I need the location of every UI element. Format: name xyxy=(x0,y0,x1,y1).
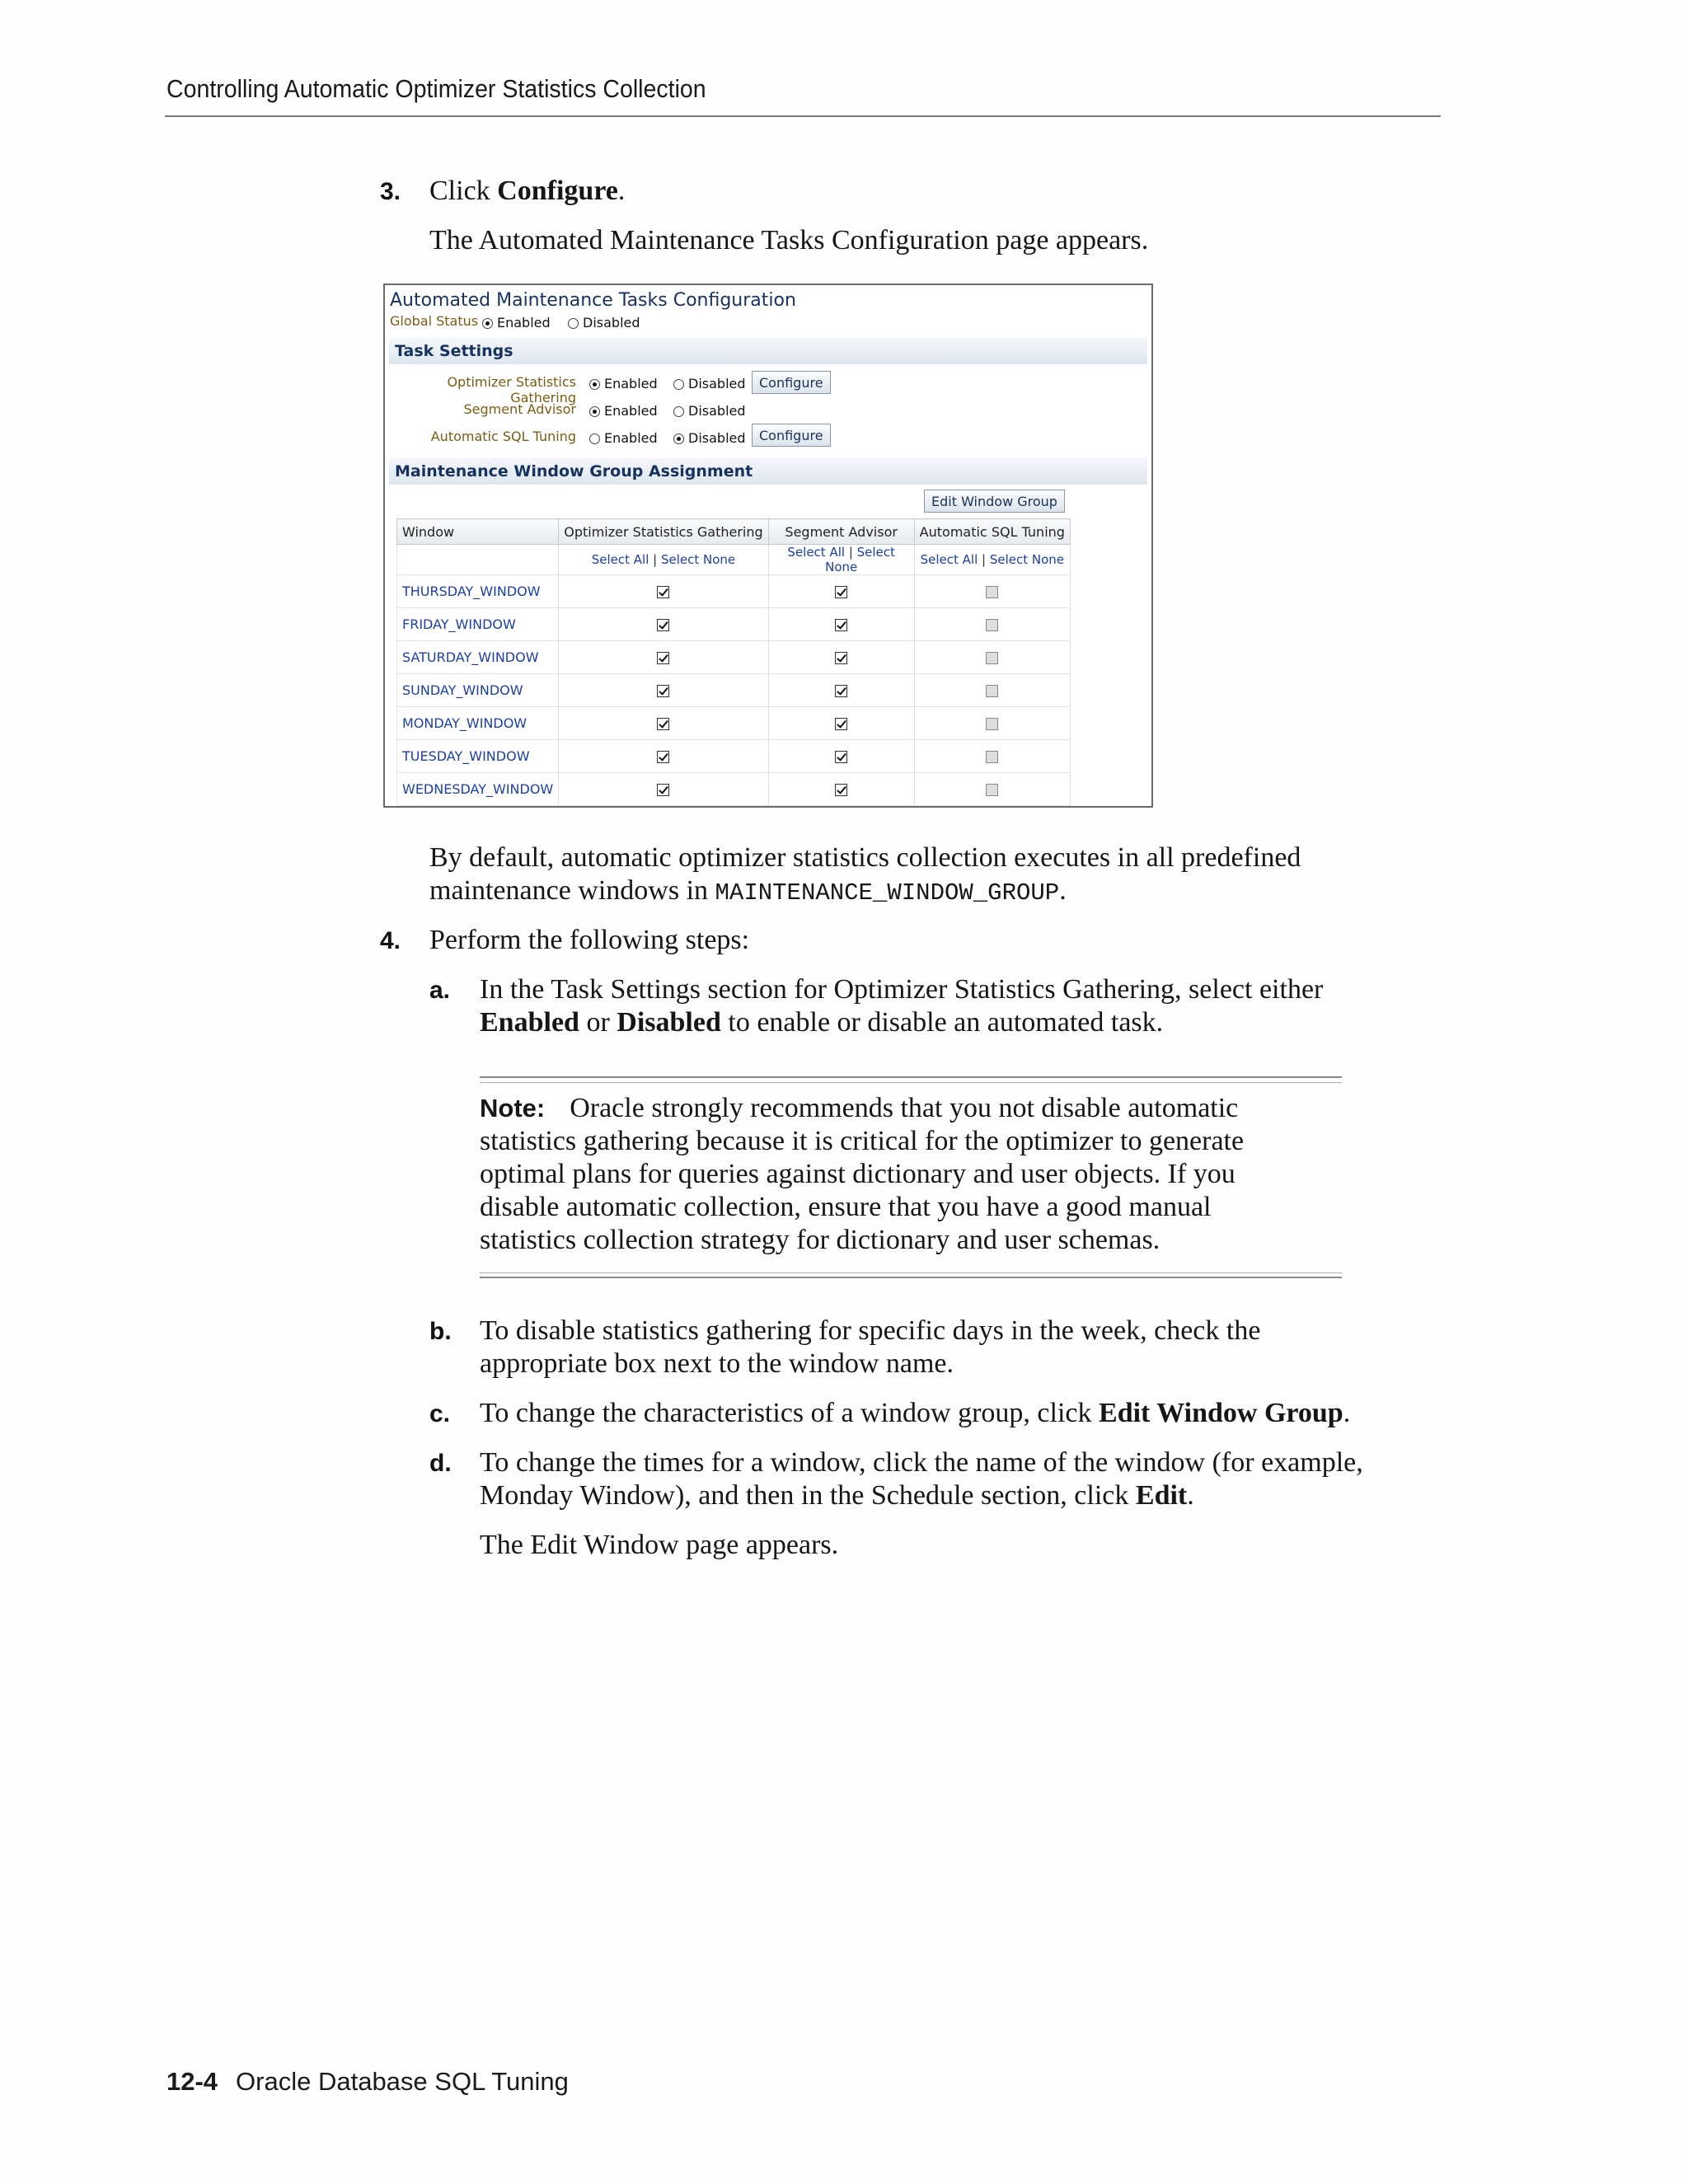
optimizer-checkbox[interactable] xyxy=(657,652,669,664)
cell-segment xyxy=(768,575,914,608)
default-paragraph-period: . xyxy=(1059,875,1067,906)
cell-segment xyxy=(768,740,914,773)
edit-bold: Edit xyxy=(1135,1480,1188,1511)
window-name-link[interactable]: SATURDAY_WINDOW xyxy=(397,641,559,674)
cell-optimizer xyxy=(559,575,768,608)
cell-segment xyxy=(768,707,914,740)
segment-checkbox[interactable] xyxy=(835,784,847,796)
select-links-segment xyxy=(768,545,914,575)
substep-b-letter: b. xyxy=(429,1318,452,1345)
edit-window-group-bold: Edit Window Group xyxy=(1099,1398,1343,1428)
global-enabled-radio[interactable] xyxy=(482,315,551,330)
radio-selected-icon xyxy=(482,318,493,329)
optimizer-configure-button[interactable]: Configure xyxy=(752,371,831,394)
substep-c-period: . xyxy=(1343,1398,1351,1428)
window-name-link[interactable]: WEDNESDAY_WINDOW xyxy=(397,773,559,806)
cell-optimizer xyxy=(559,674,768,707)
sql-tuning-checkbox[interactable] xyxy=(986,751,998,763)
optimizer-checkbox[interactable] xyxy=(657,685,669,697)
default-paragraph-line-2 xyxy=(429,874,1067,910)
default-paragraph-text: maintenance windows in xyxy=(429,875,715,906)
sql-tuning-checkbox[interactable] xyxy=(986,718,998,730)
header-rule xyxy=(165,115,1441,117)
window-name-link[interactable]: TUESDAY_WINDOW xyxy=(397,740,559,773)
sql-disabled-label: Disabled xyxy=(688,430,746,446)
cell-sql-tuning xyxy=(914,707,1070,740)
substep-a-line-1: In the Task Settings section for Optimizer Statistics Gathering, select either xyxy=(480,974,1324,1005)
edit-window-group-button[interactable]: Edit Window Group xyxy=(924,490,1065,513)
substep-d-letter: d. xyxy=(429,1450,452,1477)
cell-optimizer xyxy=(559,707,768,740)
column-header-optimizer: Optimizer Statistics Gathering xyxy=(559,519,768,545)
note-line-5: statistics collection strategy for dictionary and user schemas. xyxy=(480,1225,1160,1255)
cell-optimizer xyxy=(559,773,768,806)
column-header-sql-tuning: Automatic SQL Tuning xyxy=(914,519,1070,545)
cell-sql-tuning xyxy=(914,608,1070,641)
link-separator: | xyxy=(649,552,661,567)
cell-sql-tuning xyxy=(914,641,1070,674)
substep-a-letter: a. xyxy=(429,977,451,1004)
cell-segment xyxy=(768,608,914,641)
column-header-segment: Segment Advisor xyxy=(768,519,914,545)
cell-sql-tuning xyxy=(914,773,1070,806)
task-label-sql-tuning: Automatic SQL Tuning xyxy=(430,429,576,444)
optimizer-enabled-radio[interactable] xyxy=(589,376,658,391)
segment-enabled-label: Enabled xyxy=(604,403,658,419)
optimizer-enabled-label: Enabled xyxy=(604,376,658,391)
page-footer xyxy=(166,2067,569,2097)
global-disabled-radio[interactable] xyxy=(568,315,640,330)
window-name-link[interactable]: MONDAY_WINDOW xyxy=(397,707,559,740)
substep-c-line xyxy=(480,1397,1350,1430)
note-label: Note: xyxy=(480,1094,546,1122)
cell-segment xyxy=(768,641,914,674)
sql-tuning-checkbox[interactable] xyxy=(986,784,998,796)
default-paragraph-line-1: By default, automatic optimizer statistics collection executes in all predefined xyxy=(429,842,1301,873)
sql-disabled-radio[interactable] xyxy=(673,430,746,446)
step-3-configure-bold: Configure xyxy=(497,176,618,206)
task-label-optimizer: Optimizer Statistics Gathering xyxy=(447,374,576,405)
column-header-window: Window xyxy=(397,519,559,545)
step-3-number: 3. xyxy=(380,178,401,205)
cell-sql-tuning xyxy=(914,740,1070,773)
window-name-link[interactable]: SUNDAY_WINDOW xyxy=(397,674,559,707)
link-separator: | xyxy=(845,545,857,560)
substep-b-line-2: appropriate box next to the window name. xyxy=(480,1348,954,1379)
optimizer-checkbox[interactable] xyxy=(657,718,669,730)
sql-tuning-checkbox[interactable] xyxy=(986,652,998,664)
radio-icon xyxy=(673,379,684,390)
cell-segment xyxy=(768,773,914,806)
window-group-code: MAINTENANCE_WINDOW_GROUP xyxy=(715,879,1060,907)
optimizer-disabled-label: Disabled xyxy=(688,376,746,391)
page-number: 12-4 xyxy=(166,2067,218,2096)
substep-a-line-2 xyxy=(480,1006,1163,1039)
select-links-sql-tuning xyxy=(914,545,1070,575)
optimizer-checkbox[interactable] xyxy=(657,751,669,763)
select-all-link[interactable]: Select All xyxy=(787,545,846,560)
cell-optimizer xyxy=(559,740,768,773)
running-header: Controlling Automatic Optimizer Statistics Collection xyxy=(166,74,706,103)
note-top-rule xyxy=(480,1076,1342,1078)
window-group-title: Maintenance Window Group Assignment xyxy=(395,462,753,480)
global-status-label: Global Status xyxy=(390,313,479,329)
segment-checkbox[interactable] xyxy=(835,586,847,598)
substep-d-text: Monday Window), and then in the Schedule section, click xyxy=(480,1480,1136,1511)
table-row xyxy=(397,641,1071,674)
segment-checkbox[interactable] xyxy=(835,685,847,697)
note-top-rule-inner xyxy=(480,1082,1342,1083)
segment-disabled-label: Disabled xyxy=(688,403,746,419)
radio-icon xyxy=(589,434,600,444)
cell-optimizer xyxy=(559,641,768,674)
optimizer-checkbox[interactable] xyxy=(657,586,669,598)
substep-d-period: . xyxy=(1187,1480,1194,1511)
step-4-text: Perform the following steps: xyxy=(429,925,750,955)
enabled-bold: Enabled xyxy=(480,1007,579,1038)
book-title: Oracle Database SQL Tuning xyxy=(236,2067,569,2096)
sql-tuning-checkbox[interactable] xyxy=(986,685,998,697)
step-3-result: The Automated Maintenance Tasks Configuration page appears. xyxy=(429,225,1149,255)
substep-c-letter: c. xyxy=(429,1400,451,1427)
table-row xyxy=(397,773,1071,806)
table-row xyxy=(397,740,1071,773)
optimizer-checkbox[interactable] xyxy=(657,784,669,796)
select-none-link[interactable]: Select None xyxy=(989,552,1065,567)
step-4-number: 4. xyxy=(380,927,401,954)
note-line-4: disable automatic collection, ensure that you have a good manual xyxy=(480,1192,1212,1222)
segment-checkbox[interactable] xyxy=(835,619,847,631)
select-all-link[interactable]: Select All xyxy=(920,552,978,567)
substep-b-line-1: To disable statistics gathering for specific days in the week, check the xyxy=(480,1315,1261,1346)
task-label-segment: Segment Advisor xyxy=(463,401,576,417)
radio-icon xyxy=(568,318,579,329)
note-line-3: optimal plans for queries against dictionary and user objects. If you xyxy=(480,1159,1236,1189)
select-links-optimizer xyxy=(559,545,768,575)
sql-enabled-radio[interactable] xyxy=(589,430,658,446)
sql-configure-button[interactable]: Configure xyxy=(752,424,831,447)
task-settings-title: Task Settings xyxy=(395,342,513,360)
table-row xyxy=(397,608,1071,641)
substep-d-result: The Edit Window page appears. xyxy=(480,1530,839,1560)
window-name-link[interactable]: THURSDAY_WINDOW xyxy=(397,575,559,608)
step-3-click-text: Click xyxy=(429,176,498,206)
select-none-link[interactable]: Select None xyxy=(825,545,895,574)
cell-segment xyxy=(768,674,914,707)
segment-checkbox[interactable] xyxy=(835,652,847,664)
cell-sql-tuning xyxy=(914,674,1070,707)
substep-d-line-2 xyxy=(480,1479,1194,1512)
substep-a-rest: to enable or disable an automated task. xyxy=(720,1007,1164,1038)
table-row xyxy=(397,674,1071,707)
step-3-instruction xyxy=(429,175,625,208)
global-enabled-label: Enabled xyxy=(497,315,551,330)
cell-optimizer xyxy=(559,608,768,641)
substep-d-line-1: To change the times for a window, click the name of the window (for example, xyxy=(480,1447,1363,1478)
note-line-2: statistics gathering because it is critical for the optimizer to generate xyxy=(480,1126,1245,1156)
select-row-empty xyxy=(397,545,559,575)
disabled-bold: Disabled xyxy=(617,1007,721,1038)
radio-icon xyxy=(673,406,684,417)
note-bottom-rule xyxy=(480,1277,1342,1278)
note-text-1: Oracle strongly recommends that you not disable automatic xyxy=(570,1093,1239,1123)
segment-checkbox[interactable] xyxy=(835,718,847,730)
select-all-link[interactable]: Select All xyxy=(591,552,649,567)
optimizer-disabled-radio[interactable] xyxy=(673,376,746,391)
table-row xyxy=(397,707,1071,740)
screenshot-title: Automated Maintenance Tasks Configuration xyxy=(390,290,796,311)
global-disabled-label: Disabled xyxy=(583,315,640,330)
link-separator: | xyxy=(978,552,990,567)
select-row xyxy=(397,545,1071,575)
radio-selected-icon xyxy=(589,379,600,390)
or-text: or xyxy=(579,1007,617,1038)
radio-selected-icon xyxy=(589,406,600,417)
maintenance-config-screenshot xyxy=(383,284,1153,808)
select-none-link[interactable]: Select None xyxy=(660,552,736,567)
substep-c-text: To change the characteristics of a window group, click xyxy=(480,1398,1100,1428)
window-name-link[interactable]: FRIDAY_WINDOW xyxy=(397,608,559,641)
sql-enabled-label: Enabled xyxy=(604,430,658,446)
sql-tuning-checkbox[interactable] xyxy=(986,619,998,631)
window-table xyxy=(396,518,1071,806)
segment-checkbox[interactable] xyxy=(835,751,847,763)
table-row xyxy=(397,575,1071,608)
note-bottom-rule-inner xyxy=(480,1272,1342,1273)
note-line-1 xyxy=(480,1092,1238,1125)
segment-enabled-radio[interactable] xyxy=(589,403,658,419)
step-3-period: . xyxy=(617,176,626,206)
segment-disabled-radio[interactable] xyxy=(673,403,746,419)
cell-sql-tuning xyxy=(914,575,1070,608)
optimizer-checkbox[interactable] xyxy=(657,619,669,631)
radio-selected-icon xyxy=(673,434,684,444)
sql-tuning-checkbox[interactable] xyxy=(986,586,998,598)
